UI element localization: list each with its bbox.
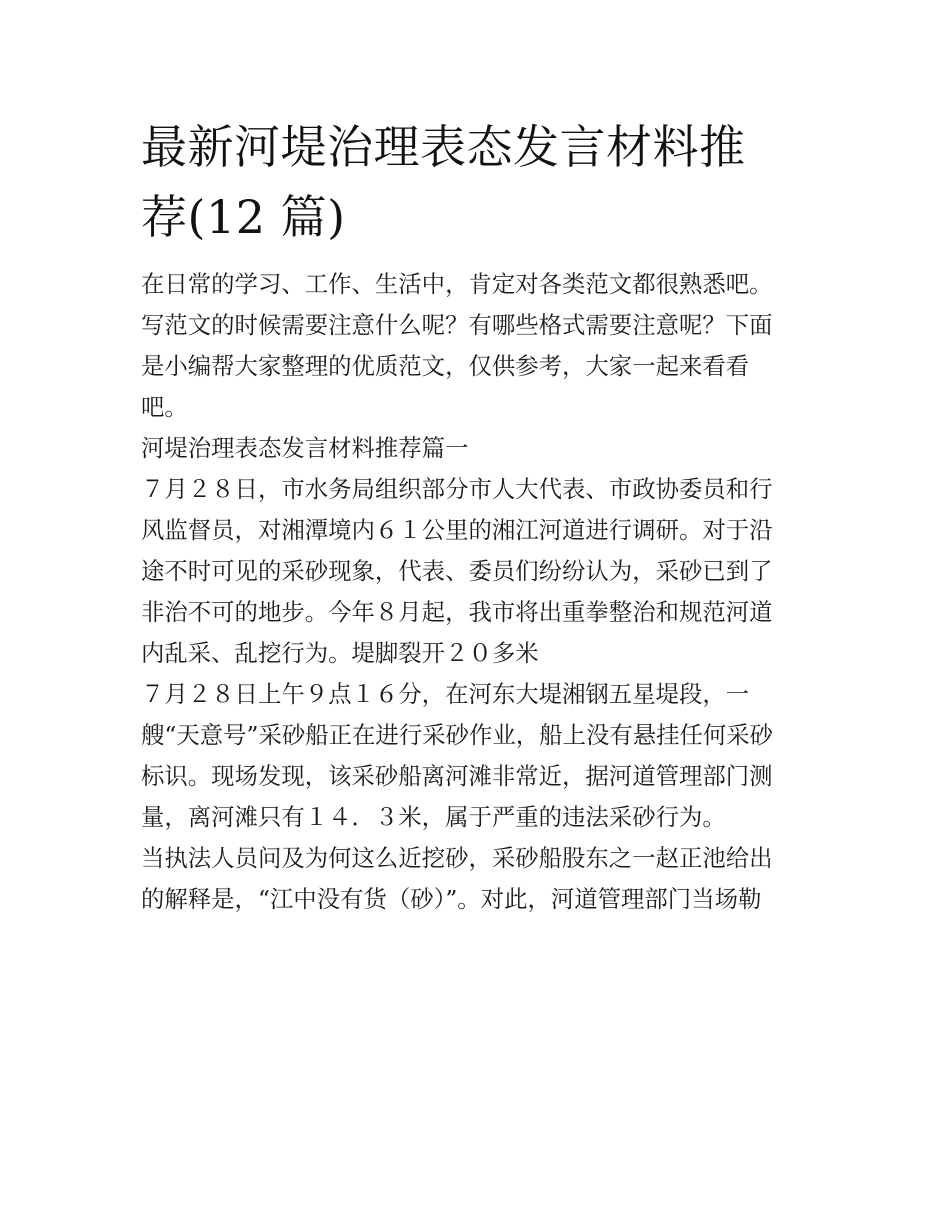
title-line: 荐(12 篇) [141,190,346,244]
text-line: 当执法人员问及为何这么近挖砂，采砂船股东之一赵正池给出 [141,844,773,872]
text-line: 标识。现场发现，该采砂船离河滩非常近，据河道管理部门测 [141,762,773,790]
body-paragraph [141,674,813,838]
text-line: 吧。 [141,393,188,421]
text-line: 写范文的时候需要注意什么呢？有哪些格式需要注意呢？下面 [141,311,773,339]
intro-paragraph [141,264,813,428]
document-body [141,264,813,920]
text-line: 非治不可的地步。今年８月起，我市将出重拳整治和规范河道 [141,598,773,626]
text-line: 艘“天意号”采砂船正在进行采砂作业，船上没有悬挂任何采砂 [141,721,774,749]
text-line: ７月２８日，市水务局组织部分市人大代表、市政协委员和行 [141,475,773,503]
text-line: 的解释是，“江中没有货（砂）”。对此，河道管理部门当场勒 [141,885,762,913]
title-line: 最新河堤治理表态发言材料推 [141,120,746,174]
text-line: 在日常的学习、工作、生活中，肯定对各类范文都很熟悉吧。 [141,270,773,298]
body-paragraph [141,838,813,920]
text-line: 是小编帮大家整理的优质范文，仅供参考，大家一起来看看 [141,352,750,380]
document-title [141,112,813,252]
text-line: 量，离河滩只有１４．３米，属于严重的违法采砂行为。 [141,803,726,831]
text-line: 途不时可见的采砂现象，代表、委员们纷纷认为，采砂已到了 [141,557,773,585]
body-paragraph [141,469,813,674]
text-line: 内乱采、乱挖行为。堤脚裂开２０多米 [141,639,539,667]
document-content [141,112,813,920]
section-heading [141,428,813,469]
text-line: 河堤治理表态发言材料推荐篇一 [141,434,469,462]
text-line: ７月２８日上午９点１６分，在河东大堤湘钢五星堤段，一 [141,680,750,708]
text-line: 风监督员，对湘潭境内６１公里的湘江河道进行调研。对于沿 [141,516,773,544]
